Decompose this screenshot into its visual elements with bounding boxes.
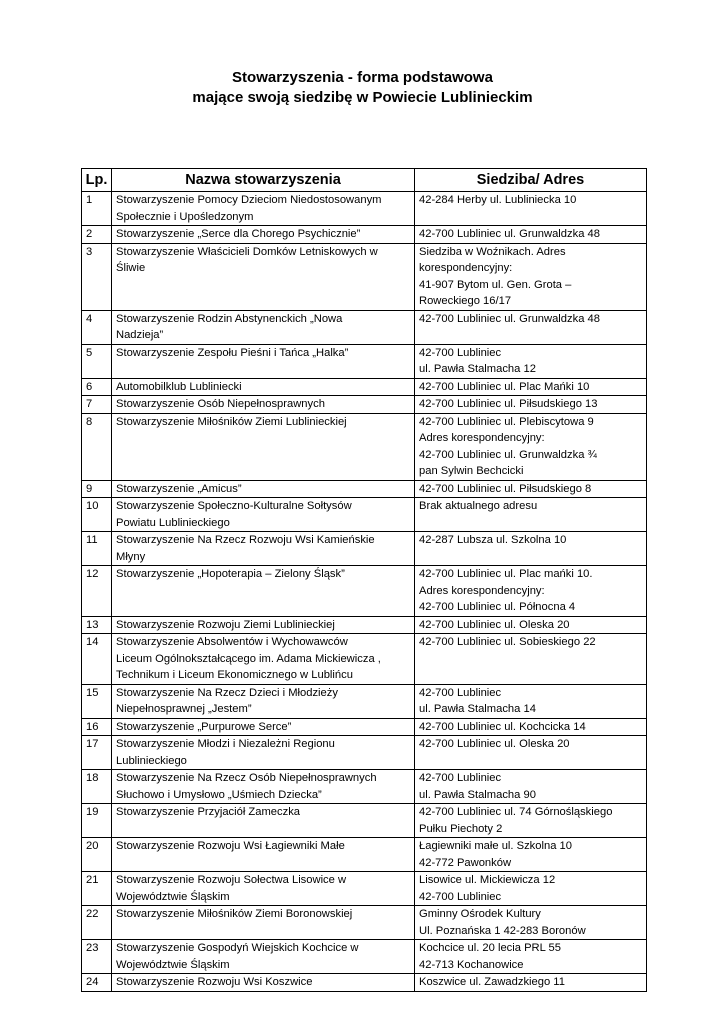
- name-line: Stowarzyszenie Gospodyń Wiejskich Kochcice w: [116, 942, 359, 954]
- document-title: [0, 68, 725, 108]
- cell-name: [112, 770, 415, 804]
- name-line: Województwie Śląskim: [116, 958, 230, 971]
- cell-lp: 23: [82, 940, 112, 974]
- table-row: [82, 413, 647, 480]
- address-line: 42-700 Lubliniec: [419, 686, 502, 699]
- name-line: Liceum Ogólnokształcącego im. Adama Mickiewicza ,: [116, 652, 381, 665]
- cell-lp: 17: [82, 736, 112, 770]
- cell-name: [112, 804, 415, 838]
- cell-address: [415, 940, 647, 974]
- cell-name: [112, 566, 415, 617]
- cell-address: [415, 684, 647, 718]
- address-line: 42-700 Lubliniec ul. Piłsudskiego 13: [419, 398, 598, 410]
- name-line: Stowarzyszenie Absolwentów i Wychowawców: [116, 636, 348, 648]
- cell-address: [415, 974, 647, 992]
- address-line: ul. Pawła Stalmacha 14: [419, 703, 536, 715]
- address-line: 42-700 Lubliniec: [419, 346, 502, 359]
- name-line: Województwie Śląskim: [116, 890, 230, 903]
- address-line: 41-907 Bytom ul. Gen. Grota –: [419, 278, 572, 291]
- cell-name: [112, 974, 415, 992]
- address-line: Łagiewniki małe ul. Szkolna 10: [419, 840, 572, 852]
- name-line: Społecznie i Upośledzonym: [116, 210, 254, 223]
- cell-address: [415, 498, 647, 532]
- name-line: Stowarzyszenie Właścicieli Domków Letniskowych w: [116, 245, 378, 258]
- cell-name: [112, 310, 415, 344]
- header-lp: Lp.: [82, 169, 112, 192]
- cell-name: [112, 532, 415, 566]
- cell-address: [415, 243, 647, 310]
- table-row: [82, 566, 647, 617]
- address-line: korespondencyjny:: [419, 262, 513, 274]
- cell-address: [415, 396, 647, 414]
- cell-name: [112, 906, 415, 940]
- table-row: [82, 192, 647, 226]
- name-line: Stowarzyszenie „Hopoterapia – Zielony Śląsk”: [116, 568, 345, 580]
- name-line: Stowarzyszenie Miłośników Ziemi Boronowskiej: [116, 908, 353, 920]
- address-line: 42-700 Lubliniec ul. Grunwaldzka 48: [419, 228, 600, 240]
- header-address: Siedziba/ Adres: [415, 169, 647, 192]
- name-line: Stowarzyszenie Na Rzecz Rozwoju Wsi Kamieńskie: [116, 534, 375, 546]
- address-line: 42-700 Lubliniec ul. Grunwaldzka ¾: [419, 448, 597, 461]
- cell-address: [415, 718, 647, 736]
- name-line: Stowarzyszenie Rozwoju Wsi Łagiewniki Małe: [116, 840, 345, 852]
- cell-lp: 22: [82, 906, 112, 940]
- table-header-row: [82, 169, 647, 192]
- table-row: [82, 940, 647, 974]
- cell-lp: 21: [82, 872, 112, 906]
- name-line: Stowarzyszenie Osób Niepełnosprawnych: [116, 398, 325, 410]
- cell-lp: 6: [82, 378, 112, 396]
- address-line: 42-700 Lubliniec ul. Plac Mańki 10: [419, 380, 590, 393]
- table-row: [82, 838, 647, 872]
- cell-lp: 9: [82, 480, 112, 498]
- title-line-2: mające swoją siedzibę w Powiecie Lublinieckim: [192, 89, 533, 106]
- header-name: Nazwa stowarzyszenia: [112, 169, 415, 192]
- cell-name: [112, 872, 415, 906]
- address-line: 42-700 Lubliniec ul. 74 Górnośląskiego: [419, 806, 613, 818]
- address-line: 42-700 Lubliniec ul. Oleska 20: [419, 738, 570, 750]
- cell-name: [112, 243, 415, 310]
- name-line: Niepełnosprawnej „Jestem”: [116, 703, 252, 715]
- cell-name: [112, 634, 415, 685]
- address-line: Adres korespondencyjny:: [419, 584, 545, 597]
- cell-name: [112, 498, 415, 532]
- table-row: [82, 770, 647, 804]
- address-line: Kochcice ul. 20 lecia PRL 55: [419, 942, 561, 954]
- cell-lp: 8: [82, 413, 112, 480]
- cell-name: [112, 684, 415, 718]
- cell-name: [112, 344, 415, 378]
- name-line: Stowarzyszenie Na Rzecz Dzieci i Młodzieży: [116, 686, 338, 699]
- cell-lp: 16: [82, 718, 112, 736]
- name-line: Automobilklub Lubliniecki: [116, 380, 242, 393]
- cell-address: [415, 344, 647, 378]
- name-line: Stowarzyszenie Zespołu Pieśni i Tańca „Halka”: [116, 346, 349, 359]
- name-line: Stowarzyszenie Przyjaciół Zameczka: [116, 806, 301, 818]
- cell-lp: 3: [82, 243, 112, 310]
- table-row: [82, 872, 647, 906]
- cell-address: [415, 566, 647, 617]
- name-line: Stowarzyszenie Pomocy Dzieciom Niedostosowanym: [116, 194, 382, 206]
- address-line: Gminny Ośrodek Kultury: [419, 908, 541, 920]
- address-line: Brak aktualnego adresu: [419, 500, 538, 512]
- table-row: [82, 634, 647, 685]
- name-line: Powiatu Lublinieckiego: [116, 516, 230, 529]
- cell-address: [415, 616, 647, 634]
- name-line: Technikum i Liceum Ekonomicznego w Lublińcu: [116, 669, 353, 681]
- cell-address: [415, 804, 647, 838]
- cell-name: [112, 838, 415, 872]
- cell-address: [415, 736, 647, 770]
- cell-lp: 11: [82, 532, 112, 566]
- address-line: 42-772 Pawonków: [419, 856, 512, 869]
- name-line: Słuchowo i Umysłowo „Uśmiech Dziecka”: [116, 788, 322, 801]
- cell-lp: 5: [82, 344, 112, 378]
- cell-address: [415, 770, 647, 804]
- cell-lp: 4: [82, 310, 112, 344]
- cell-address: [415, 413, 647, 480]
- table-row: [82, 804, 647, 838]
- table-row: [82, 480, 647, 498]
- cell-name: [112, 736, 415, 770]
- cell-name: [112, 378, 415, 396]
- cell-name: [112, 940, 415, 974]
- address-line: 42-700 Lubliniec: [419, 772, 502, 784]
- table-row: [82, 243, 647, 310]
- cell-lp: 14: [82, 634, 112, 685]
- address-line: Ul. Poznańska 1 42-283 Boronów: [419, 924, 586, 937]
- name-line: Stowarzyszenie Miłośników Ziemi Lublinieckiej: [116, 415, 347, 428]
- address-line: Lisowice ul. Mickiewicza 12: [419, 874, 556, 886]
- name-line: Stowarzyszenie Młodzi i Niezależni Regionu: [116, 738, 335, 750]
- address-line: Roweckiego 16/17: [419, 295, 512, 307]
- name-line: Stowarzyszenie Na Rzecz Osób Niepełnosprawnych: [116, 772, 377, 784]
- cell-lp: 15: [82, 684, 112, 718]
- cell-address: [415, 192, 647, 226]
- address-line: Adres korespondencyjny:: [419, 432, 545, 444]
- cell-lp: 1: [82, 192, 112, 226]
- cell-address: [415, 838, 647, 872]
- table-row: [82, 718, 647, 736]
- cell-lp: 20: [82, 838, 112, 872]
- name-line: Stowarzyszenie Rozwoju Ziemi Lublinieckiej: [116, 618, 335, 631]
- address-line: Siedziba w Woźnikach. Adres: [419, 245, 566, 258]
- cell-lp: 10: [82, 498, 112, 532]
- associations-table: [81, 168, 647, 992]
- address-line: ul. Pawła Stalmacha 12: [419, 363, 536, 375]
- cell-lp: 12: [82, 566, 112, 617]
- cell-name: [112, 480, 415, 498]
- name-line: Nadzieja”: [116, 329, 164, 341]
- address-line: 42-700 Lubliniec ul. Piłsudskiego 8: [419, 482, 592, 495]
- cell-lp: 7: [82, 396, 112, 414]
- address-line: 42-284 Herby ul. Lubliniecka 10: [419, 194, 577, 206]
- name-line: Młyny: [116, 550, 146, 563]
- cell-lp: 13: [82, 616, 112, 634]
- cell-address: [415, 378, 647, 396]
- title-line-1: Stowarzyszenia - forma podstawowa: [232, 69, 493, 86]
- name-line: Stowarzyszenie Rozwoju Sołectwa Lisowice w: [116, 874, 347, 886]
- address-line: 42-700 Lubliniec: [419, 890, 502, 903]
- address-line: Pułku Piechoty 2: [419, 822, 503, 835]
- table-row: [82, 226, 647, 244]
- cell-lp: 2: [82, 226, 112, 244]
- table-row: [82, 974, 647, 992]
- address-line: 42-700 Lubliniec ul. Plebiscytowa 9: [419, 415, 594, 428]
- cell-address: [415, 532, 647, 566]
- name-line: Śliwie: [116, 262, 146, 274]
- cell-name: [112, 226, 415, 244]
- cell-address: [415, 226, 647, 244]
- cell-name: [112, 413, 415, 480]
- address-line: 42-700 Lubliniec ul. Północna 4: [419, 601, 576, 613]
- address-line: Koszwice ul. Zawadzkiego 11: [419, 976, 565, 988]
- cell-address: [415, 634, 647, 685]
- name-line: Stowarzyszenie „Amicus”: [116, 482, 242, 495]
- table-row: [82, 532, 647, 566]
- table-row: [82, 736, 647, 770]
- cell-address: [415, 906, 647, 940]
- table-row: [82, 498, 647, 532]
- table-row: [82, 906, 647, 940]
- address-line: 42-700 Lubliniec ul. Sobieskiego 22: [419, 636, 596, 648]
- address-line: 42-700 Lubliniec ul. Oleska 20: [419, 618, 570, 631]
- address-line: 42-700 Lubliniec ul. Plac mańki 10.: [419, 568, 593, 580]
- name-line: Stowarzyszenie „Purpurowe Serce”: [116, 720, 292, 733]
- cell-name: [112, 616, 415, 634]
- name-line: Stowarzyszenie Społeczno-Kulturalne Sołtysów: [116, 500, 352, 512]
- name-line: Lublinieckiego: [116, 754, 187, 767]
- cell-lp: 24: [82, 974, 112, 992]
- table-row: [82, 616, 647, 634]
- table-row: [82, 378, 647, 396]
- table-body: [82, 192, 647, 992]
- name-line: Stowarzyszenie „Serce dla Chorego Psychicznie”: [116, 228, 361, 240]
- address-line: 42-713 Kochanowice: [419, 958, 524, 971]
- cell-address: [415, 310, 647, 344]
- cell-lp: 19: [82, 804, 112, 838]
- cell-name: [112, 396, 415, 414]
- address-line: 42-700 Lubliniec ul. Grunwaldzka 48: [419, 312, 600, 325]
- cell-address: [415, 480, 647, 498]
- table-row: [82, 310, 647, 344]
- address-line: 42-700 Lubliniec ul. Kochcicka 14: [419, 720, 586, 733]
- name-line: Stowarzyszenie Rozwoju Wsi Koszwice: [116, 976, 313, 988]
- table-row: [82, 396, 647, 414]
- address-line: pan Sylwin Bechcicki: [419, 465, 524, 477]
- cell-lp: 18: [82, 770, 112, 804]
- name-line: Stowarzyszenie Rodzin Abstynenckich „Nowa: [116, 312, 343, 325]
- address-line: ul. Pawła Stalmacha 90: [419, 788, 536, 801]
- address-line: 42-287 Lubsza ul. Szkolna 10: [419, 534, 567, 546]
- cell-name: [112, 192, 415, 226]
- cell-address: [415, 872, 647, 906]
- cell-name: [112, 718, 415, 736]
- table-row: [82, 344, 647, 378]
- table-row: [82, 684, 647, 718]
